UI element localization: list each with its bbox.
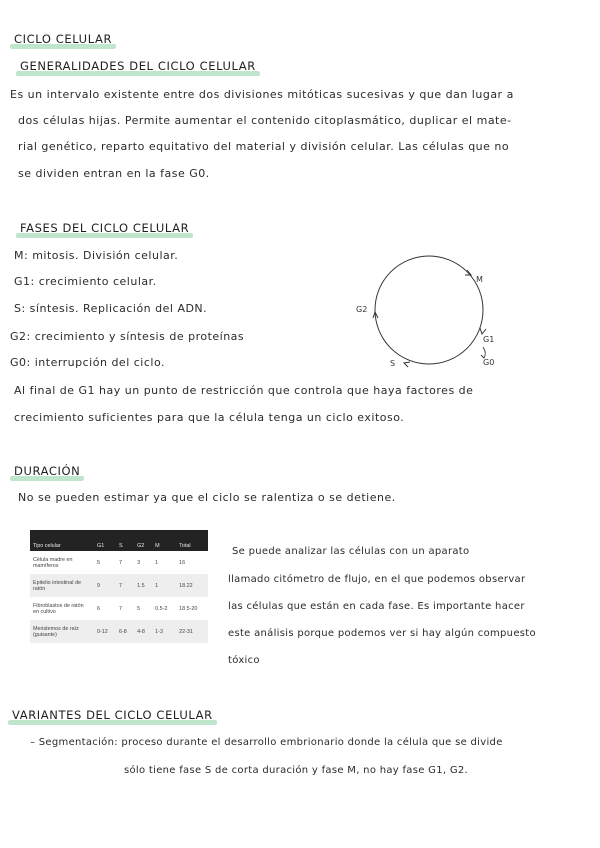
duracion-side-line-1: Se puede analizar las células con un aparato bbox=[232, 546, 470, 557]
table-cell: 1 bbox=[155, 559, 159, 566]
durations-table bbox=[30, 530, 208, 643]
table-header-cell: M bbox=[152, 530, 176, 551]
table-cell: Meristemos de raíz (guisante) bbox=[30, 620, 94, 643]
diagram-label-g1: G1 bbox=[483, 335, 495, 344]
fases-note-line-2: crecimiento suficientes para que la célula tenga un ciclo exitoso. bbox=[14, 411, 405, 424]
duracion-side-line-2: llamado citómetro de flujo, en el que podemos observar bbox=[228, 574, 526, 585]
diagram-label-m: M bbox=[476, 275, 483, 284]
diagram-label-s: S bbox=[390, 359, 396, 368]
table-cell: 9 bbox=[94, 574, 116, 597]
table-header-row bbox=[30, 530, 208, 551]
table-row bbox=[30, 574, 208, 597]
fase-item-m: M: mitosis. División celular. bbox=[14, 249, 179, 262]
table-cell: 18.22 bbox=[176, 574, 208, 597]
arrow-s-icon bbox=[404, 362, 410, 367]
table-cell: 4-8 bbox=[134, 620, 152, 643]
table-header-cell: Tipo celular bbox=[30, 530, 94, 551]
table-row bbox=[30, 551, 208, 574]
cell-cycle-diagram bbox=[350, 250, 510, 375]
table-cell: 1-3 bbox=[152, 620, 176, 643]
table-cell: 7 bbox=[119, 559, 122, 566]
variantes-line-2: sólo tiene fase S de corta duración y fase M, no hay fase G1, G2. bbox=[124, 765, 469, 776]
table-cell: Célula madre en mamíferos bbox=[33, 556, 73, 569]
duracion-side-line-4: este análisis porque podemos ver si hay algún compuesto bbox=[228, 628, 536, 639]
table-cell: 5 bbox=[97, 559, 100, 566]
table-header-cell: G2 bbox=[134, 530, 152, 551]
fase-item-g1: G1: crecimiento celular. bbox=[14, 275, 157, 288]
variantes-line-1: – Segmentación: proceso durante el desarrollo embrionario donde la célula que se divide bbox=[30, 737, 503, 748]
arrow-g1-icon bbox=[480, 328, 486, 334]
heading-duracion: DURACIÓN bbox=[14, 464, 81, 478]
table-cell: 1 bbox=[152, 574, 176, 597]
table-cell: 22-31 bbox=[176, 620, 208, 643]
table-row bbox=[30, 597, 208, 620]
table-cell: Fibroblastos de ratón en cultivo bbox=[33, 602, 84, 615]
table-cell: 6 bbox=[97, 605, 100, 612]
heading-variantes: VARIANTES DEL CICLO CELULAR bbox=[12, 708, 213, 722]
heading-fases: FASES DEL CICLO CELULAR bbox=[20, 221, 190, 235]
table-cell: 6-8 bbox=[116, 620, 134, 643]
generalidades-line-1: Es un intervalo existente entre dos divisiones mitóticas sucesivas y que dan lugar a bbox=[10, 88, 514, 101]
table-cell: 1.5 bbox=[134, 574, 152, 597]
fase-item-g2: G2: crecimiento y síntesis de proteínas bbox=[10, 330, 245, 343]
table-cell: 18.5-20 bbox=[179, 605, 198, 612]
table-cell: 7 bbox=[119, 605, 122, 612]
diagram-label-g2: G2 bbox=[356, 305, 368, 314]
table-cell: 5 bbox=[137, 605, 141, 612]
table-header-cell: S bbox=[116, 530, 134, 551]
fase-item-g0: G0: interrupción del ciclo. bbox=[10, 356, 165, 369]
heading-generalidades: GENERALIDADES DEL CICLO CELULAR bbox=[20, 59, 256, 73]
table-header-cell: Total bbox=[176, 530, 208, 551]
duracion-side-line-3: las células que están en cada fase. Es importante hacer bbox=[228, 601, 525, 612]
fases-note-line-1: Al final de G1 hay un punto de restricción que controla que haya factores de bbox=[14, 384, 474, 397]
arrow-g0-icon bbox=[481, 347, 485, 358]
page-title: CICLO CELULAR bbox=[14, 32, 113, 46]
duracion-line: No se pueden estimar ya que el ciclo se ralentiza o se detiene. bbox=[18, 491, 396, 504]
generalidades-line-2: dos células hijas. Permite aumentar el contenido citoplasmático, duplicar el mate- bbox=[18, 114, 512, 127]
generalidades-line-3: rial genético, reparto equitativo del material y división celular. Las células que no bbox=[18, 140, 510, 153]
table-header-cell: G1 bbox=[94, 530, 116, 551]
table-cell: Epitelio intestinal de ratón bbox=[30, 574, 94, 597]
table-cell: 0-12 bbox=[94, 620, 116, 643]
table-cell: 3 bbox=[137, 559, 141, 566]
table-row bbox=[30, 620, 208, 643]
cycle-circle bbox=[375, 256, 483, 364]
table-cell: 0.5-2 bbox=[155, 605, 168, 612]
table-cell: 7 bbox=[116, 574, 134, 597]
duracion-side-line-5: tóxico bbox=[228, 655, 260, 666]
generalidades-line-4: se dividen entran en la fase G0. bbox=[18, 167, 210, 180]
table-cell: 16 bbox=[179, 559, 186, 566]
fase-item-s: S: síntesis. Replicación del ADN. bbox=[14, 302, 208, 315]
diagram-label-g0: G0 bbox=[483, 358, 495, 367]
